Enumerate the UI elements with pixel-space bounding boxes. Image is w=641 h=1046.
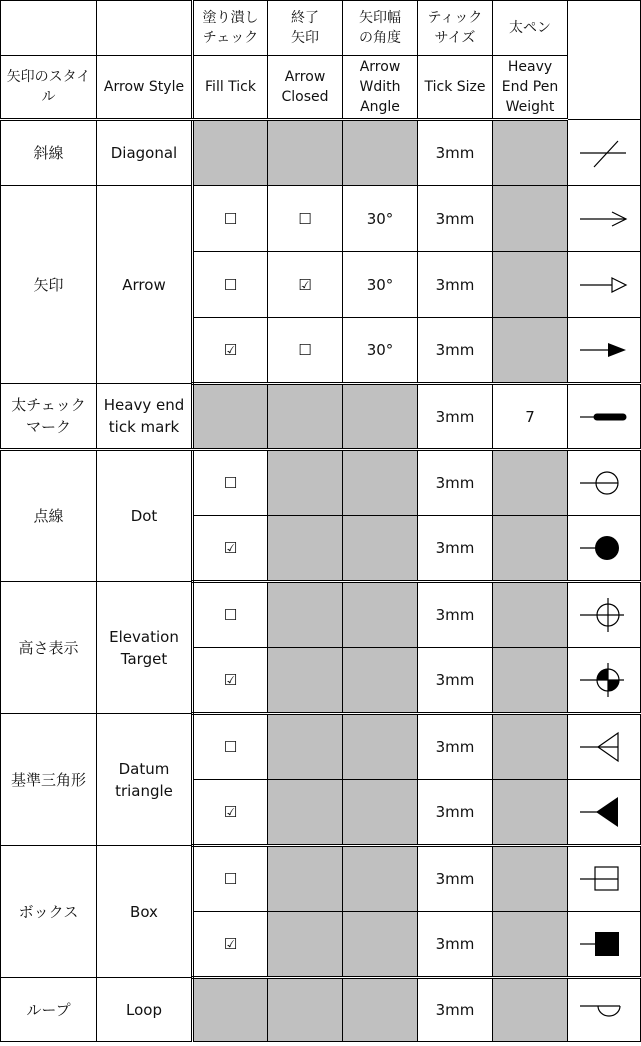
fill-checkbox[interactable]: ☐ <box>223 275 238 294</box>
style-en-datum: Datum triangle <box>115 759 173 800</box>
filled-elevation-target-icon <box>576 660 632 700</box>
pen-disabled <box>493 318 568 384</box>
angle-value: 30° <box>366 209 394 228</box>
fill-checkbox[interactable]: ☐ <box>223 606 238 624</box>
style-jp-loop: ループ <box>26 1000 71 1019</box>
closed-disabled <box>268 912 343 978</box>
table-row <box>1 120 641 186</box>
angle-disabled <box>343 846 418 912</box>
fill-disabled <box>193 384 268 450</box>
pen-disabled <box>493 582 568 648</box>
open-datum-triangle-icon <box>576 727 632 767</box>
pen-disabled <box>493 714 568 780</box>
closed-arrow-icon <box>576 265 632 305</box>
table-row <box>1 450 641 516</box>
angle-disabled <box>343 978 418 1042</box>
header-pen-jp: 太ペン <box>509 20 551 36</box>
tick-size: 3mm <box>435 803 475 821</box>
angle-disabled <box>343 516 418 582</box>
fill-disabled <box>193 120 268 186</box>
style-en-elevation: Elevation Target <box>109 627 179 668</box>
header-angle-en: Arrow Wdith Angle <box>359 59 401 115</box>
header-style-en: Arrow Style <box>103 79 185 95</box>
pen-disabled <box>493 186 568 252</box>
closed-disabled <box>268 846 343 912</box>
angle-disabled <box>343 450 418 516</box>
tick-size: 3mm <box>435 1001 475 1019</box>
fill-checkbox[interactable]: ☑ <box>223 671 238 689</box>
table-row <box>1 582 641 648</box>
style-en-heavy: Heavy end tick mark <box>103 396 185 436</box>
pen-disabled <box>493 450 568 516</box>
table-row <box>1 714 641 780</box>
closed-disabled <box>268 648 343 714</box>
angle-disabled <box>343 384 418 450</box>
pen-disabled <box>493 516 568 582</box>
header-angle-jp: 矢印幅 の角度 <box>359 10 401 46</box>
style-en-arrow: Arrow <box>122 275 166 294</box>
pen-disabled <box>493 648 568 714</box>
closed-disabled <box>268 120 343 186</box>
pen-disabled <box>493 912 568 978</box>
closed-disabled <box>268 978 343 1042</box>
header-blank-1 <box>1 1 97 56</box>
fill-checkbox[interactable]: ☐ <box>223 209 238 228</box>
closed-disabled <box>268 384 343 450</box>
closed-checkbox[interactable]: ☐ <box>298 341 312 359</box>
fill-disabled <box>193 978 268 1042</box>
fill-checkbox[interactable]: ☐ <box>223 870 238 888</box>
table-row <box>1 186 641 252</box>
closed-disabled <box>268 516 343 582</box>
header-blank-icon <box>568 1 641 120</box>
pen-disabled <box>493 780 568 846</box>
filled-box-icon <box>576 924 632 964</box>
tick-size: 3mm <box>435 407 475 426</box>
angle-disabled <box>343 780 418 846</box>
closed-disabled <box>268 582 343 648</box>
filled-arrow-icon <box>576 330 632 370</box>
style-jp-heavy: 太チェック マーク <box>11 396 86 436</box>
open-box-icon <box>576 859 632 899</box>
table-row <box>1 384 641 450</box>
tick-size: 3mm <box>435 539 475 557</box>
angle-value: 30° <box>366 275 394 294</box>
pen-disabled <box>493 120 568 186</box>
diagonal-tick-icon <box>576 133 632 173</box>
header-fill-en: Fill Tick <box>205 79 256 95</box>
style-en-dot: Dot <box>130 507 158 525</box>
elevation-target-icon <box>576 595 632 635</box>
tick-size: 3mm <box>435 935 475 953</box>
header-tick-jp: ティック サイズ <box>427 10 483 46</box>
style-jp-arrow: 矢印 <box>33 275 64 294</box>
closed-checkbox[interactable]: ☐ <box>298 209 312 228</box>
header-style-jp: 矢印のスタイル <box>6 69 91 105</box>
closed-disabled <box>268 450 343 516</box>
header-fill-jp: 塗り潰し チェック <box>202 10 259 46</box>
fill-checkbox[interactable]: ☑ <box>223 341 238 359</box>
tick-size: 3mm <box>435 474 475 492</box>
pen-weight-value: 7 <box>525 407 535 426</box>
style-jp-diagonal: 斜線 <box>33 144 64 162</box>
style-en-loop: Loop <box>126 1000 162 1019</box>
header-closed-en: Arrow Closed <box>281 69 329 105</box>
style-en-diagonal: Diagonal <box>110 144 178 162</box>
tick-size: 3mm <box>435 606 475 624</box>
tick-size: 3mm <box>435 738 475 756</box>
tick-size: 3mm <box>435 275 475 294</box>
heavy-end-tick-icon <box>576 397 632 437</box>
closed-disabled <box>268 780 343 846</box>
angle-disabled <box>343 120 418 186</box>
style-jp-box: ボックス <box>18 902 79 921</box>
tick-size: 3mm <box>435 144 475 162</box>
angle-disabled <box>343 714 418 780</box>
header-tick-en: Tick Size <box>424 79 486 95</box>
open-dot-icon <box>576 463 632 503</box>
header-pen-en: Heavy End Pen Weight <box>501 59 559 115</box>
tick-size: 3mm <box>435 341 475 359</box>
fill-checkbox[interactable]: ☑ <box>223 539 238 557</box>
table-row <box>1 846 641 912</box>
table-row <box>1 978 641 1042</box>
angle-disabled <box>343 912 418 978</box>
header-blank-2 <box>97 1 193 56</box>
filled-datum-triangle-icon <box>576 792 632 832</box>
tick-size: 3mm <box>435 209 475 228</box>
filled-dot-icon <box>576 528 632 568</box>
fill-checkbox[interactable]: ☐ <box>223 474 238 492</box>
style-jp-elevation: 高さ表示 <box>18 638 79 657</box>
style-jp-dot: 点線 <box>33 507 64 525</box>
tick-size: 3mm <box>435 870 475 888</box>
pen-disabled <box>493 252 568 318</box>
header-closed-jp: 終了 矢印 <box>291 10 319 46</box>
angle-value: 30° <box>366 341 394 359</box>
style-en-box: Box <box>130 902 158 921</box>
tick-size: 3mm <box>435 671 475 689</box>
style-jp-datum: 基準三角形 <box>10 770 86 789</box>
angle-disabled <box>343 648 418 714</box>
open-arrow-icon <box>576 199 632 239</box>
fill-checkbox[interactable]: ☐ <box>223 738 238 756</box>
loop-icon <box>576 990 632 1030</box>
closed-disabled <box>268 714 343 780</box>
fill-checkbox[interactable]: ☑ <box>223 803 238 821</box>
angle-disabled <box>343 582 418 648</box>
closed-checkbox[interactable]: ☑ <box>298 275 312 294</box>
fill-checkbox[interactable]: ☑ <box>223 935 238 953</box>
pen-disabled <box>493 978 568 1042</box>
pen-disabled <box>493 846 568 912</box>
